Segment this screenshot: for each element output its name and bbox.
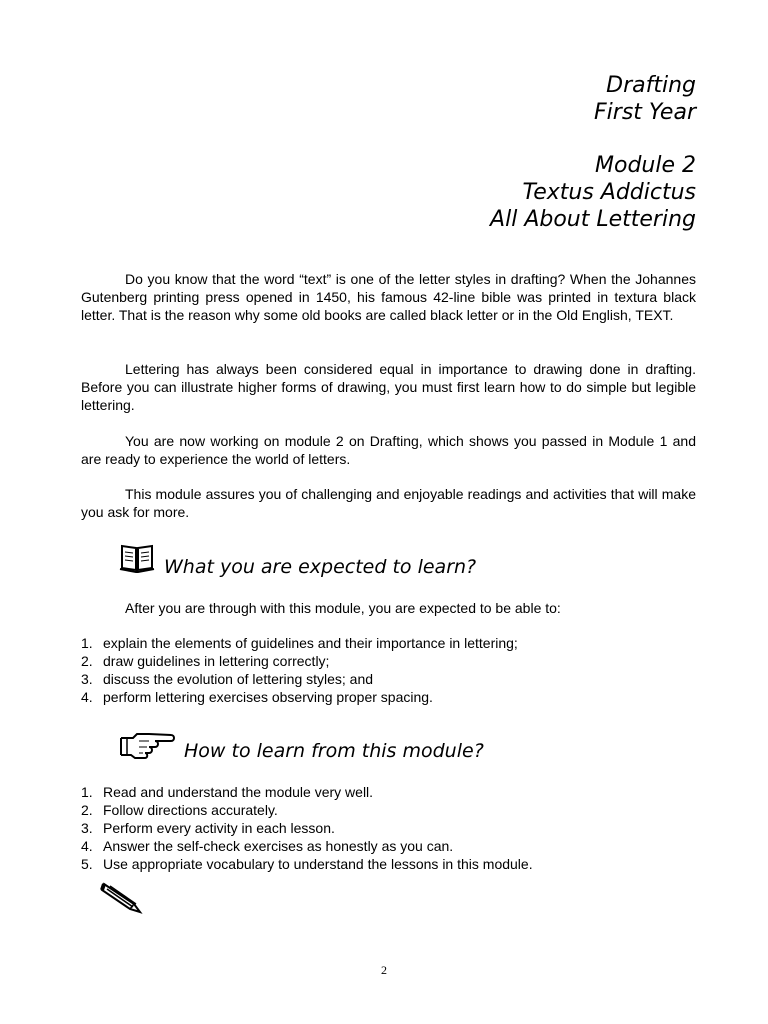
list-item: 4. Answer the self-check exercises as honestly as you can. — [81, 838, 454, 854]
list-item: 5. Use appropriate vocabulary to understand the lessons in this module. — [81, 856, 533, 872]
expected-list — [81, 634, 518, 706]
list-item: 2. draw guidelines in lettering correctly; — [81, 653, 330, 669]
title-module: Module 2 — [595, 153, 696, 178]
list-item: 2. Follow directions accurately. — [81, 802, 278, 818]
expected-intro: After you are through with this module, you are expected to be able to: — [125, 600, 561, 616]
expected-heading: What you are expected to learn? — [164, 556, 477, 578]
list-item: 3. Perform every activity in each lesson. — [81, 820, 335, 836]
title-module-topic: All About Lettering — [490, 207, 696, 232]
intro-paragraph-4: This module assures you of challenging and enjoyable readings and activities that will make you ask for more. — [81, 486, 696, 520]
list-item: 3. discuss the evolution of lettering styles; and — [81, 671, 374, 687]
intro-paragraph-2: Lettering has always been considered equal in importance to drawing done in drafting. Before you can illustrate higher forms of drawing, you must first learn how to do simple but legible lettering. — [81, 361, 696, 413]
how-to-list — [81, 783, 533, 873]
page-number: 2 — [381, 963, 387, 977]
list-item: 1. explain the elements of guidelines and their importance in lettering; — [81, 635, 518, 651]
title-block — [490, 72, 696, 233]
list-item: 1. Read and understand the module very well. — [81, 784, 374, 800]
title-subject: Drafting — [606, 73, 696, 98]
title-module-name: Textus Addictus — [522, 180, 696, 205]
open-book-icon — [119, 542, 155, 579]
how-to-heading: How to learn from this module? — [184, 740, 484, 762]
pencil-icon — [100, 880, 146, 919]
title-year: First Year — [594, 100, 696, 125]
pointing-hand-icon — [119, 728, 177, 769]
intro-paragraph-1: Do you know that the word “text” is one of the letter styles in drafting? When the Johannes Gutenberg printing press opened in 1450, his famous 42-line bible was printed in textura black letter. That is the reason why some old books are called black letter or in the Old English, TEXT. — [81, 271, 696, 323]
list-item: 4. perform lettering exercises observing proper spacing. — [81, 689, 433, 705]
intro-paragraph-3: You are now working on module 2 on Drafting, which shows you passed in Module 1 and are ready to experience the world of letters. — [81, 433, 696, 467]
